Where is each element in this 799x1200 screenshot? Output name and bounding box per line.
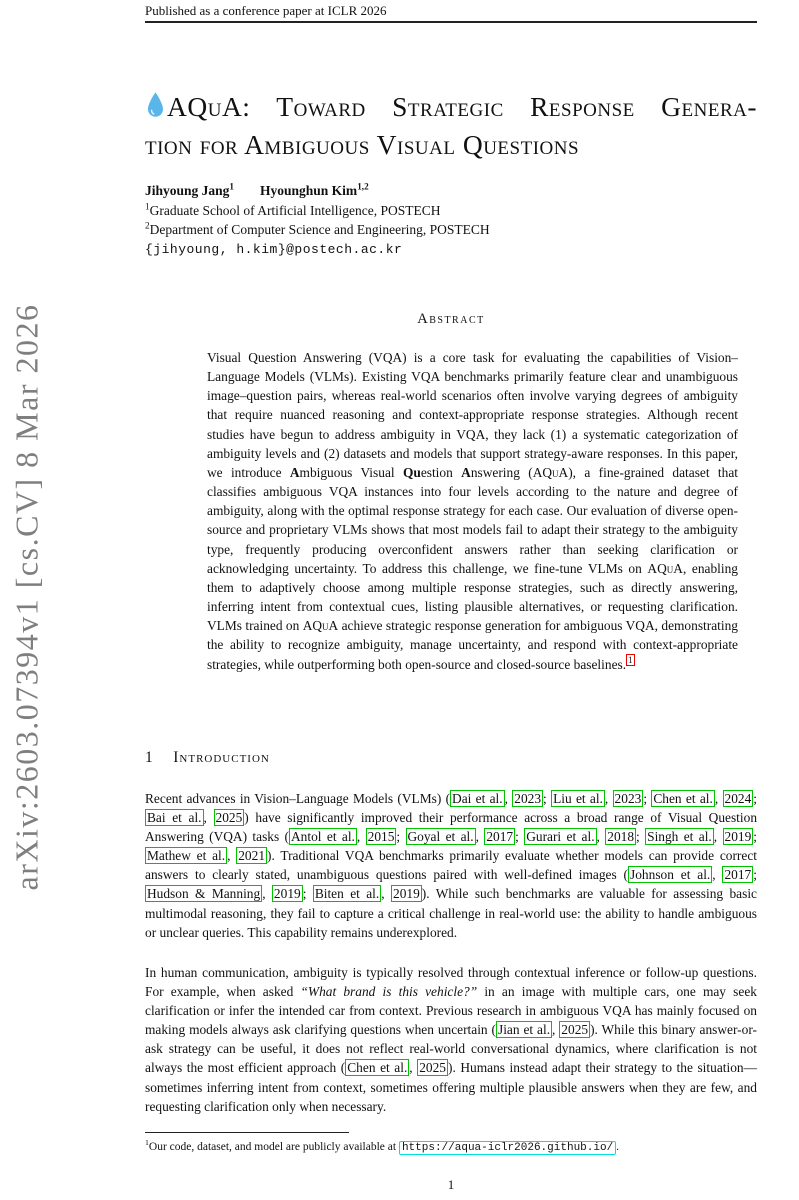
citation-link[interactable]: Chen et al. — [653, 791, 713, 806]
title-text-line1: AQuA: Toward Strategic Response Genera- — [167, 91, 757, 122]
citation-link[interactable]: 2025 — [215, 810, 243, 826]
author-emails: {jihyoung, h.kim}@postech.ac.kr — [145, 241, 403, 257]
paper-title-line1 — [145, 88, 757, 126]
citation-link[interactable]: Bai et al. — [147, 810, 202, 826]
header-rule — [145, 21, 757, 23]
citation-link[interactable]: 2025 — [419, 1060, 446, 1076]
footnote-rule — [145, 1132, 349, 1133]
citation-link[interactable]: 2021 — [238, 848, 266, 864]
footnote-ref-link[interactable]: 1 — [628, 655, 633, 666]
paper-title — [145, 88, 757, 164]
citation-link[interactable]: Goyal et al. — [407, 829, 474, 845]
citation-link[interactable]: Singh et al. — [647, 829, 712, 845]
intro-paragraph-1: Recent advances in Vision–Language Models (VLMs) ( Dai et al. , 2023 ; Liu et al. , 2023 ; Chen et al. , 2024 ; Bai et al. , 2025 ) have significantly improved their performance across a broad range of Visual Question Answering (VQA) tasks ( Antol et al. , 2015 ; Goyal et al. , 2017 ; Gurari et al. , 2018 ; Singh et al. , 2019 ; Mathew et al. , 2021 ). Traditional VQA benchmarks primarily evaluate whether models can provide correct answers to clearly stated, unambiguous questions paired with well-defined images ( Johnson et al. , 2017 ; Hudson & Manning , 2019 ; Biten et al. , 2019 ). While such benchmarks are valuable for assessing basic multimodal reasoning, they fail to capture a critical challenge in real-world use: the ability to handle ambiguous or unclear queries. This capability remains underexplored. — [145, 791, 758, 940]
citation-link[interactable]: Chen et al. — [347, 1060, 408, 1076]
affiliation-1: $^1$Graduate School of Artificial Intelligence, POSTECH — [145, 201, 441, 218]
citation-link[interactable]: Liu et al. — [553, 791, 603, 806]
conference-header: Published as a conference paper at ICLR 2026 — [145, 3, 387, 18]
paper-title-line2: tion for Ambiguous Visual Questions — [145, 129, 580, 160]
citation-link[interactable]: 2017 — [724, 867, 752, 883]
citation-link[interactable]: 2024 — [724, 791, 752, 806]
citation-link[interactable]: 2018 — [607, 829, 635, 845]
abstract-body: Visual Question Answering (VQA) is a core task for evaluating the capabilities of Vision–Language Models (VLMs). Existing VQA benchmarks primarily feature clear and unambiguous image–question pairs, whereas real-world scenarios often involve varying degrees of ambiguity that require nuanced reasoning and context-appropriate response strategies. Although recent studies have begun to address ambiguity in VQA, they lack (1) a systematic categorization of ambiguity levels and (2) datasets and models that support strategy-aware responses. In this paper, we introduce Ambiguous Visual Question Answering (AQuA), a fine-grained dataset that classifies ambiguous VQA instances into four levels according to the nature and degree of ambiguity, along with the optimal response strategy for each case. Our evaluation of diverse open-source and proprietary VLMs shows that most models fail to adapt their strategy to the ambiguity type, frequently producing overconfident answers rather than seeking clarification or acknowledging uncertainty. To address this challenge, we fine-tune VLMs on AQuA, enabling them to adaptively choose among multiple response strategies, such as directly answering, inferring intent from contextual cues, listing plausible alternatives, or requesting clarification. VLMs trained on AQuA achieve strategic response generation for ambiguous VQA, demonstrating the ability to recognize ambiguity, manage uncertainty, and respond with context-appropriate strategies, while outperforming both open-source and closed-source baselines. $^1$ — [207, 350, 738, 672]
citation-link[interactable]: 2019 — [393, 886, 420, 902]
section-title: Introduction — [173, 749, 270, 766]
citation-link[interactable]: Jian et al. — [498, 1022, 551, 1038]
author-names — [145, 181, 490, 201]
url-link[interactable]: https://aqua-iclr2026.github.io/ — [399, 1141, 616, 1155]
affiliation-2: $^2$Department of Computer Science and Engineering, POSTECH — [145, 220, 490, 237]
citation-link[interactable]: Biten et al. — [314, 886, 380, 902]
citation-link[interactable]: 2023 — [514, 791, 542, 806]
citation-link[interactable]: Gurari et al. — [526, 829, 595, 845]
citation-link[interactable]: 2019 — [724, 829, 752, 845]
citation-link[interactable]: 2023 — [614, 791, 642, 806]
author-1: Jihyoung Jang$^1$ — [145, 181, 235, 198]
citation-link[interactable]: Johnson et al. — [630, 867, 711, 883]
citation-link[interactable]: Dai et al. — [452, 791, 503, 806]
citation-link[interactable]: 2019 — [273, 886, 301, 902]
water-droplet-icon — [145, 91, 166, 120]
section-number: 1 — [145, 749, 154, 766]
arxiv-watermark: arXiv:2603.07394v1 [cs.CV] 8 Mar 2026 — [8, 303, 45, 891]
citation-link[interactable]: 2025 — [561, 1022, 589, 1038]
citation-link[interactable]: Mathew et al. — [147, 848, 226, 864]
footnote: $^1$Our code, dataset, and model are publicly available at https://aqua-iclr2026.github.io/ . — [145, 1138, 620, 1154]
citation-link[interactable]: Antol et al. — [291, 829, 355, 845]
citation-link[interactable]: 2017 — [486, 829, 514, 845]
author-block — [145, 181, 490, 259]
intro-paragraph-2: In human communication, ambiguity is typically resolved through contextual inference or follow-up questions. For example, when asked “What brand is this vehicle?” in an image with multiple cars, one may seek clarification or infer the intended car from context. Previous research in ambiguous VQA has mainly focused on making models always ask clarifying questions when uncertain ( Jian et al. , 2025 ). While this binary answer-or-ask strategy can be useful, it does not reflect real-world conversational dynamics, where clarification is not always the most efficient approach ( Chen et al. , 2025 ). Humans instead adapt their strategy to the situation—sometimes inferring intent from context, sometimes offering multiple plausible answers when they are few, and requesting clarification only when necessary. — [145, 965, 757, 1114]
citation-link[interactable]: 2015 — [367, 829, 395, 845]
abstract-heading: Abstract — [417, 311, 485, 327]
author-2: Hyounghun Kim$^{1,2}$ — [260, 181, 369, 198]
citation-link[interactable]: Hudson & Manning — [147, 886, 261, 902]
section-heading-introduction — [145, 749, 270, 767]
page-number: 1 — [447, 1177, 455, 1192]
